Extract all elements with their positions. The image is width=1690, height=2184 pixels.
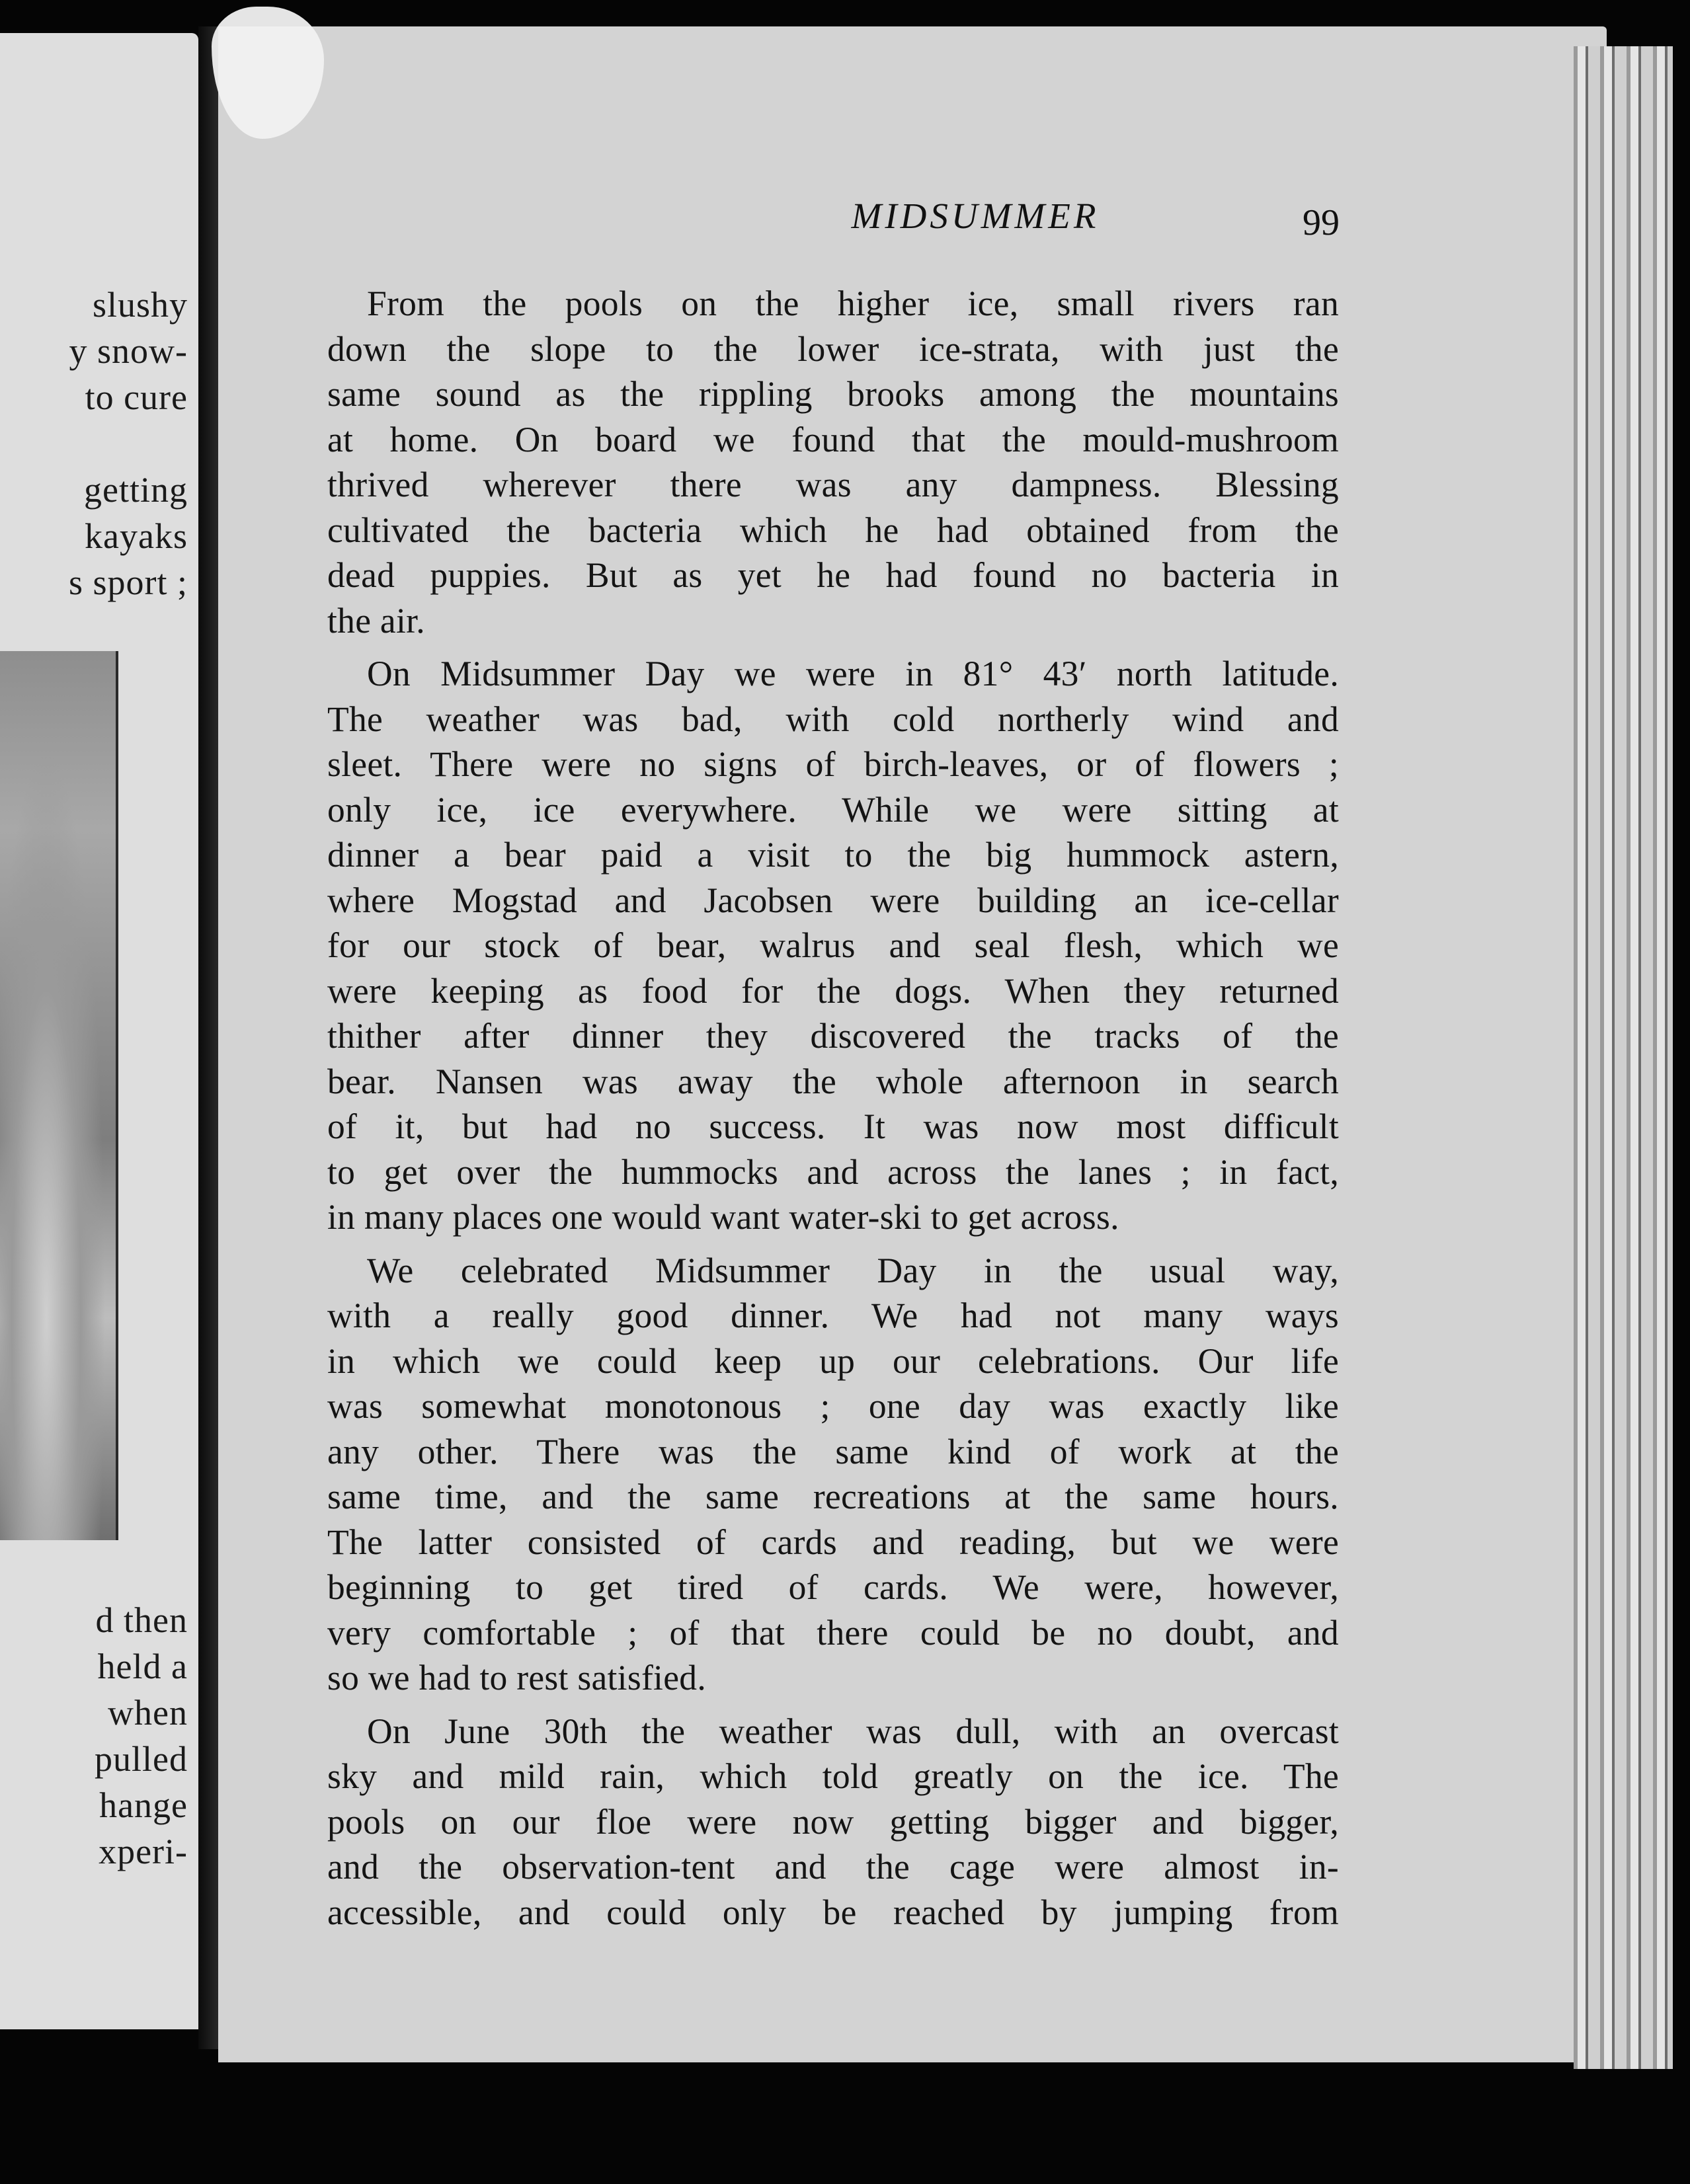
text-line: same time, and the same recreations at the same hours. xyxy=(327,1477,1339,1516)
text-line: where Mogstad and Jacobsen were building an ice-cellar xyxy=(327,880,1339,920)
text-line: down the slope to the lower ice-strata, with just the xyxy=(327,329,1339,369)
text-line: The latter consisted of cards and reading, but we were xyxy=(327,1522,1339,1562)
left-fragment: xperi- xyxy=(99,1832,188,1871)
left-page-photograph xyxy=(0,651,118,1540)
text-line: The weather was bad, with cold northerly wind and xyxy=(327,699,1339,739)
left-fragment: when xyxy=(108,1693,188,1733)
text-line: bear. Nansen was away the whole afternoon in search xyxy=(327,1061,1339,1101)
left-fragment: y snow- xyxy=(69,331,188,371)
text-line: for our stock of bear, walrus and seal flesh, which we xyxy=(327,925,1339,965)
text-line: On June 30th the weather was dull, with an overcast xyxy=(367,1711,1339,1751)
text-line: was somewhat monotonous ; one day was exactly like xyxy=(327,1386,1339,1426)
text-line: very comfortable ; of that there could be no doubt, and xyxy=(327,1612,1339,1653)
running-head: MIDSUMMER xyxy=(851,196,1100,236)
text-line: sleet. There were no signs of birch-leaves, or of flowers ; xyxy=(327,744,1339,784)
paragraph-gap xyxy=(327,643,1339,651)
text-line: were keeping as food for the dogs. When they returned xyxy=(327,970,1339,1011)
text-line: pools on our floe were now getting bigger and bigger, xyxy=(327,1801,1339,1842)
left-fragment: getting xyxy=(84,470,188,510)
left-fragment: slushy xyxy=(92,285,188,325)
text-line: dead puppies. But as yet he had found no bacteria in xyxy=(327,555,1339,595)
text-line: thrived wherever there was any dampness. Blessing xyxy=(327,465,1339,504)
text-line: only ice, ice everywhere. While we were sitting at xyxy=(327,789,1339,830)
left-fragment: kayaks xyxy=(85,516,188,556)
text-line: accessible, and could only be reached by jumping from xyxy=(327,1892,1339,1932)
text-line: same sound as the rippling brooks among the mountains xyxy=(327,374,1339,414)
text-line: We celebrated Midsummer Day in the usual way, xyxy=(367,1250,1339,1290)
text-line: cultivated the bacteria which he had obtained from the xyxy=(327,510,1339,550)
left-fragment: d then xyxy=(95,1600,188,1640)
paragraph-gap xyxy=(327,1240,1339,1248)
text-line: the air. xyxy=(327,600,425,641)
page-number: 99 xyxy=(1303,202,1340,243)
current-page xyxy=(218,26,1607,2062)
left-fragment: pulled xyxy=(95,1739,188,1779)
text-line: From the pools on the higher ice, small rivers ran xyxy=(367,284,1339,323)
left-fragment: hange xyxy=(99,1785,188,1825)
text-line: On Midsummer Day we were in 81° 43′ north latitude. xyxy=(367,654,1339,693)
text-line: at home. On board we found that the mould-mushroom xyxy=(327,419,1339,459)
text-line: in which we could keep up our celebrations. Our life xyxy=(327,1341,1339,1381)
text-line: in many places one would want water-ski to get across. xyxy=(327,1197,1119,1237)
text-line: any other. There was the same kind of work at the xyxy=(327,1431,1339,1471)
text-line: sky and mild rain, which told greatly on the ice. The xyxy=(327,1756,1339,1796)
text-line: and the observation-tent and the cage were almost in- xyxy=(327,1847,1339,1887)
page-stack-edges xyxy=(1574,46,1673,2069)
text-line: beginning to get tired of cards. We were, however, xyxy=(327,1567,1339,1607)
left-fragment: to cure xyxy=(85,377,188,417)
paragraph-gap xyxy=(327,1701,1339,1709)
text-line: so we had to rest satisfied. xyxy=(327,1658,706,1697)
previous-page xyxy=(0,33,198,2029)
text-line: with a really good dinner. We had not many ways xyxy=(327,1296,1339,1335)
text-line: dinner a bear paid a visit to the big hummock astern, xyxy=(327,835,1339,875)
page-body-text xyxy=(327,281,1339,1935)
text-line: thither after dinner they discovered the tracks of the xyxy=(327,1016,1339,1056)
left-fragment: s sport ; xyxy=(68,563,188,602)
left-fragment: held a xyxy=(97,1647,188,1686)
text-line: of it, but had no success. It was now most difficult xyxy=(327,1107,1339,1146)
text-line: to get over the hummocks and across the lanes ; in fact, xyxy=(327,1151,1339,1192)
